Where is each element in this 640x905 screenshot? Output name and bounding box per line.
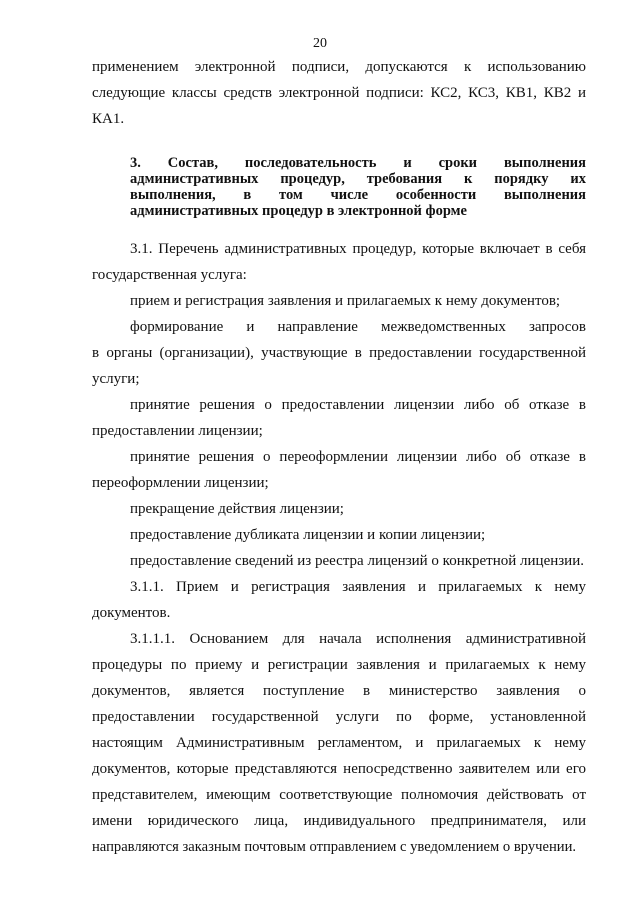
para-3-1-1-line-2: документов. <box>92 605 171 621</box>
para-3-1-1-1-line-5: настоящим Административным регламентом, и прилагаемых к нему <box>92 735 586 751</box>
section-heading-line-1: 3. Состав, последовательность и сроки выполнения <box>130 155 586 171</box>
para-3-1-1-line-1: 3.1.1. Прием и регистрация заявления и прилагаемых к нему <box>130 579 586 595</box>
para-3-1-1-1-line-3: документов, является поступление в министерство заявления о <box>92 683 586 699</box>
section-heading-line-2: административных процедур, требования к порядку их <box>130 171 586 187</box>
intro-line-1: применением электронной подписи, допускаются к использованию <box>92 59 586 75</box>
list-item-7: предоставление сведений из реестра лицензий о конкретной лицензии. <box>130 553 584 569</box>
list-item-5: прекращение действия лицензии; <box>130 501 344 517</box>
list-item-1: прием и регистрация заявления и прилагаемых к нему документов; <box>130 293 561 309</box>
list-item-4-line-2: переоформлении лицензии; <box>92 475 269 491</box>
intro-line-3: КА1. <box>92 111 125 127</box>
para-3-1-1-1-line-7: представителем, имеющим соответствующие полномочия действовать от <box>92 787 586 803</box>
page-number: 20 <box>313 36 327 51</box>
para-3-1-1-1-line-1: 3.1.1.1. Основанием для начала исполнения административной <box>130 631 586 647</box>
para-3-1-1-1-line-4: предоставлении государственной услуги по форме, установленной <box>92 709 586 725</box>
list-item-3-line-1: принятие решения о предоставлении лицензии либо об отказе в <box>130 397 586 413</box>
list-item-4-line-1: принятие решения о переоформлении лицензии либо об отказе в <box>130 449 586 465</box>
list-item-2-line-1: формирование и направление межведомственных запросов <box>130 319 586 335</box>
para-3-1-line-2: государственная услуга: <box>92 267 247 283</box>
para-3-1-1-1-line-6: документов, которые представляются непосредственно заявителем или его <box>92 761 586 777</box>
para-3-1-1-1-line-8: имени юридического лица, индивидуального предпринимателя, или <box>92 813 586 829</box>
para-3-1-line-1: 3.1. Перечень административных процедур, которые включает в себя <box>130 241 586 257</box>
section-heading-line-3: выполнения, в том числе особенности выполнения <box>130 187 586 203</box>
list-item-3-line-2: предоставлении лицензии; <box>92 423 263 439</box>
para-3-1-1-1-line-9: направляются заказным почтовым отправлением с уведомлением о вручении. <box>92 839 577 855</box>
list-item-2-line-3: услуги; <box>92 371 140 387</box>
list-item-6: предоставление дубликата лицензии и копии лицензии; <box>130 527 486 543</box>
list-item-2-line-2: в органы (организации), участвующие в предоставлении государственной <box>92 345 586 361</box>
intro-line-2: следующие классы средств электронной подписи: КС2, КС3, КВ1, КВ2 и <box>92 85 586 101</box>
para-3-1-1-1-line-2: процедуры по приему и регистрации заявления и прилагаемых к нему <box>92 657 586 673</box>
section-heading-line-4: административных процедур в электронной форме <box>130 203 467 219</box>
